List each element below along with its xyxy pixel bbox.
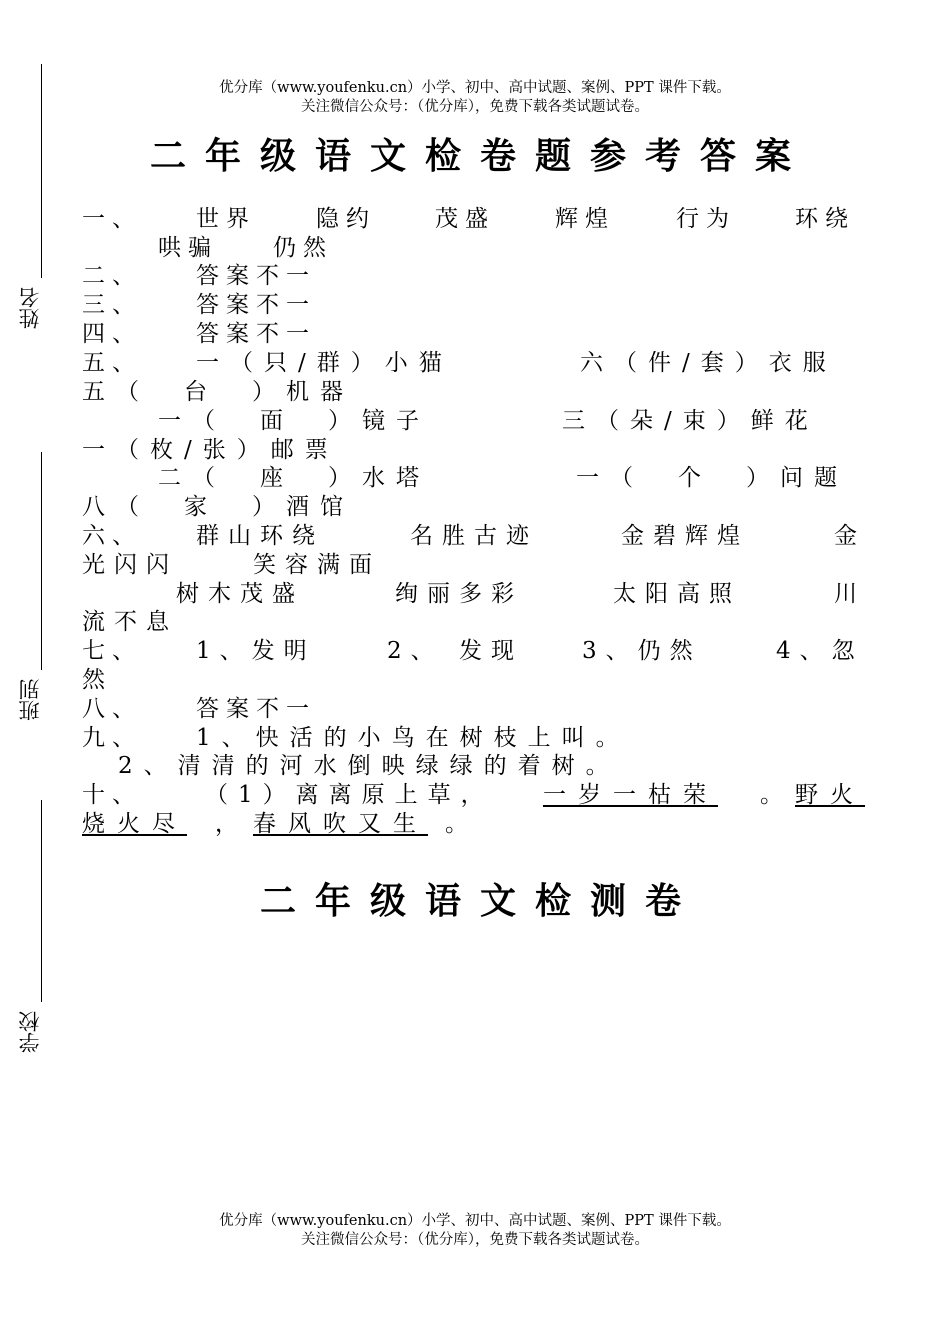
name-label: 姓名 [18, 287, 42, 329]
q8-answer: 答案不一 [196, 696, 316, 722]
q5-item: 六（件/套）衣服 [580, 350, 837, 376]
q6-item: 树木茂盛 [176, 581, 304, 607]
q10-number: 十、 [82, 782, 142, 808]
q5-item: 一（ 面 ）镜子 [158, 408, 430, 434]
q5-number: 五、 [82, 350, 142, 376]
q4-number: 四、 [82, 321, 142, 347]
q7-item: 然 [82, 667, 112, 693]
header-line-2: 关注微信公众号：（优分库），免费下载各类试题试卷。 [301, 99, 649, 115]
q10-separator: 。 [760, 782, 790, 808]
margin-line-class [41, 452, 42, 670]
footer-line-2: 关注微信公众号：（优分库），免费下载各类试题试卷。 [301, 1232, 649, 1248]
q2-answer: 答案不一 [196, 263, 316, 289]
q1-item: 茂盛 [435, 206, 495, 232]
q1-number: 一、 [82, 206, 142, 232]
q6-item: 光闪闪 [82, 552, 178, 578]
q10-blank-answer: 野火 [795, 782, 865, 808]
q1-item: 仍然 [273, 235, 333, 261]
second-title: 二年级语文检测卷 [259, 881, 700, 922]
q1-item: 世界 [196, 206, 256, 232]
q6-number: 六、 [82, 523, 142, 549]
q6-item: 金碧辉煌 [621, 523, 749, 549]
q6-item: 群山环绕 [196, 523, 324, 549]
q1-item: 行为 [676, 206, 736, 232]
q6-item: 金 [834, 523, 864, 549]
q5-item: 五（ 台 ）机器 [82, 379, 354, 405]
q9-sentence: 1、快活的小鸟在树枝上叫。 [196, 725, 630, 751]
class-label: 班别 [18, 679, 42, 721]
q10-blank-answer: 一岁一枯荣 [543, 782, 718, 808]
q4-answer: 答案不一 [196, 321, 316, 347]
q7-item: 1、发明 [196, 638, 316, 664]
q6-item: 笑容满面 [253, 552, 381, 578]
q1-item: 隐约 [316, 206, 376, 232]
q7-number: 七、 [82, 638, 142, 664]
q1-item: 哄骗 [158, 235, 218, 261]
q6-item: 太阳高照 [613, 581, 741, 607]
q1-item: 环绕 [795, 206, 855, 232]
q9-number: 九、 [82, 725, 142, 751]
q5-item: 一（只/群）小猫 [196, 350, 453, 376]
q2-number: 二、 [82, 263, 142, 289]
q1-item: 辉煌 [555, 206, 615, 232]
q6-item: 流不息 [82, 609, 178, 635]
q7-item: 2、 发现 [387, 638, 523, 664]
q6-item: 绚丽多彩 [395, 581, 523, 607]
q3-answer: 答案不一 [196, 292, 316, 318]
q10-end: 。 [445, 811, 475, 837]
q5-item: 一（ 个 ）问题 [576, 465, 848, 491]
q10-prefix: （1）离离原上草， [205, 782, 494, 808]
q5-item: 一（枚/张）邮票 [82, 437, 339, 463]
footer-line-1: 优分库（www.youfenku.cn）小学、初中、高中试题、案例、PPT 课件下载。 [219, 1213, 731, 1229]
page-title: 二年级语文检卷题参考答案 [149, 136, 810, 177]
q3-number: 三、 [82, 292, 142, 318]
q5-item: 三（朵/束）鲜花 [562, 408, 819, 434]
q6-item: 川 [834, 581, 864, 607]
q5-item: 二（ 座 ）水塔 [158, 465, 430, 491]
q10-separator: ， [215, 811, 245, 837]
q7-item: 3、仍然 [582, 638, 702, 664]
header-line-1: 优分库（www.youfenku.cn）小学、初中、高中试题、案例、PPT 课件下载。 [219, 80, 731, 96]
q10-blank-answer: 烧火尽 [82, 811, 187, 837]
q6-item: 名胜古迹 [410, 523, 538, 549]
q5-item: 八（ 家 ）酒馆 [82, 494, 354, 520]
q8-number: 八、 [82, 696, 142, 722]
school-label: 学校 [18, 1011, 42, 1053]
q10-blank-answer: 春风吹又生 [253, 811, 428, 837]
q9-sentence: 2、清清的河水倒映绿绿的着树。 [118, 753, 620, 779]
q7-item: 4、忽 [776, 638, 864, 664]
